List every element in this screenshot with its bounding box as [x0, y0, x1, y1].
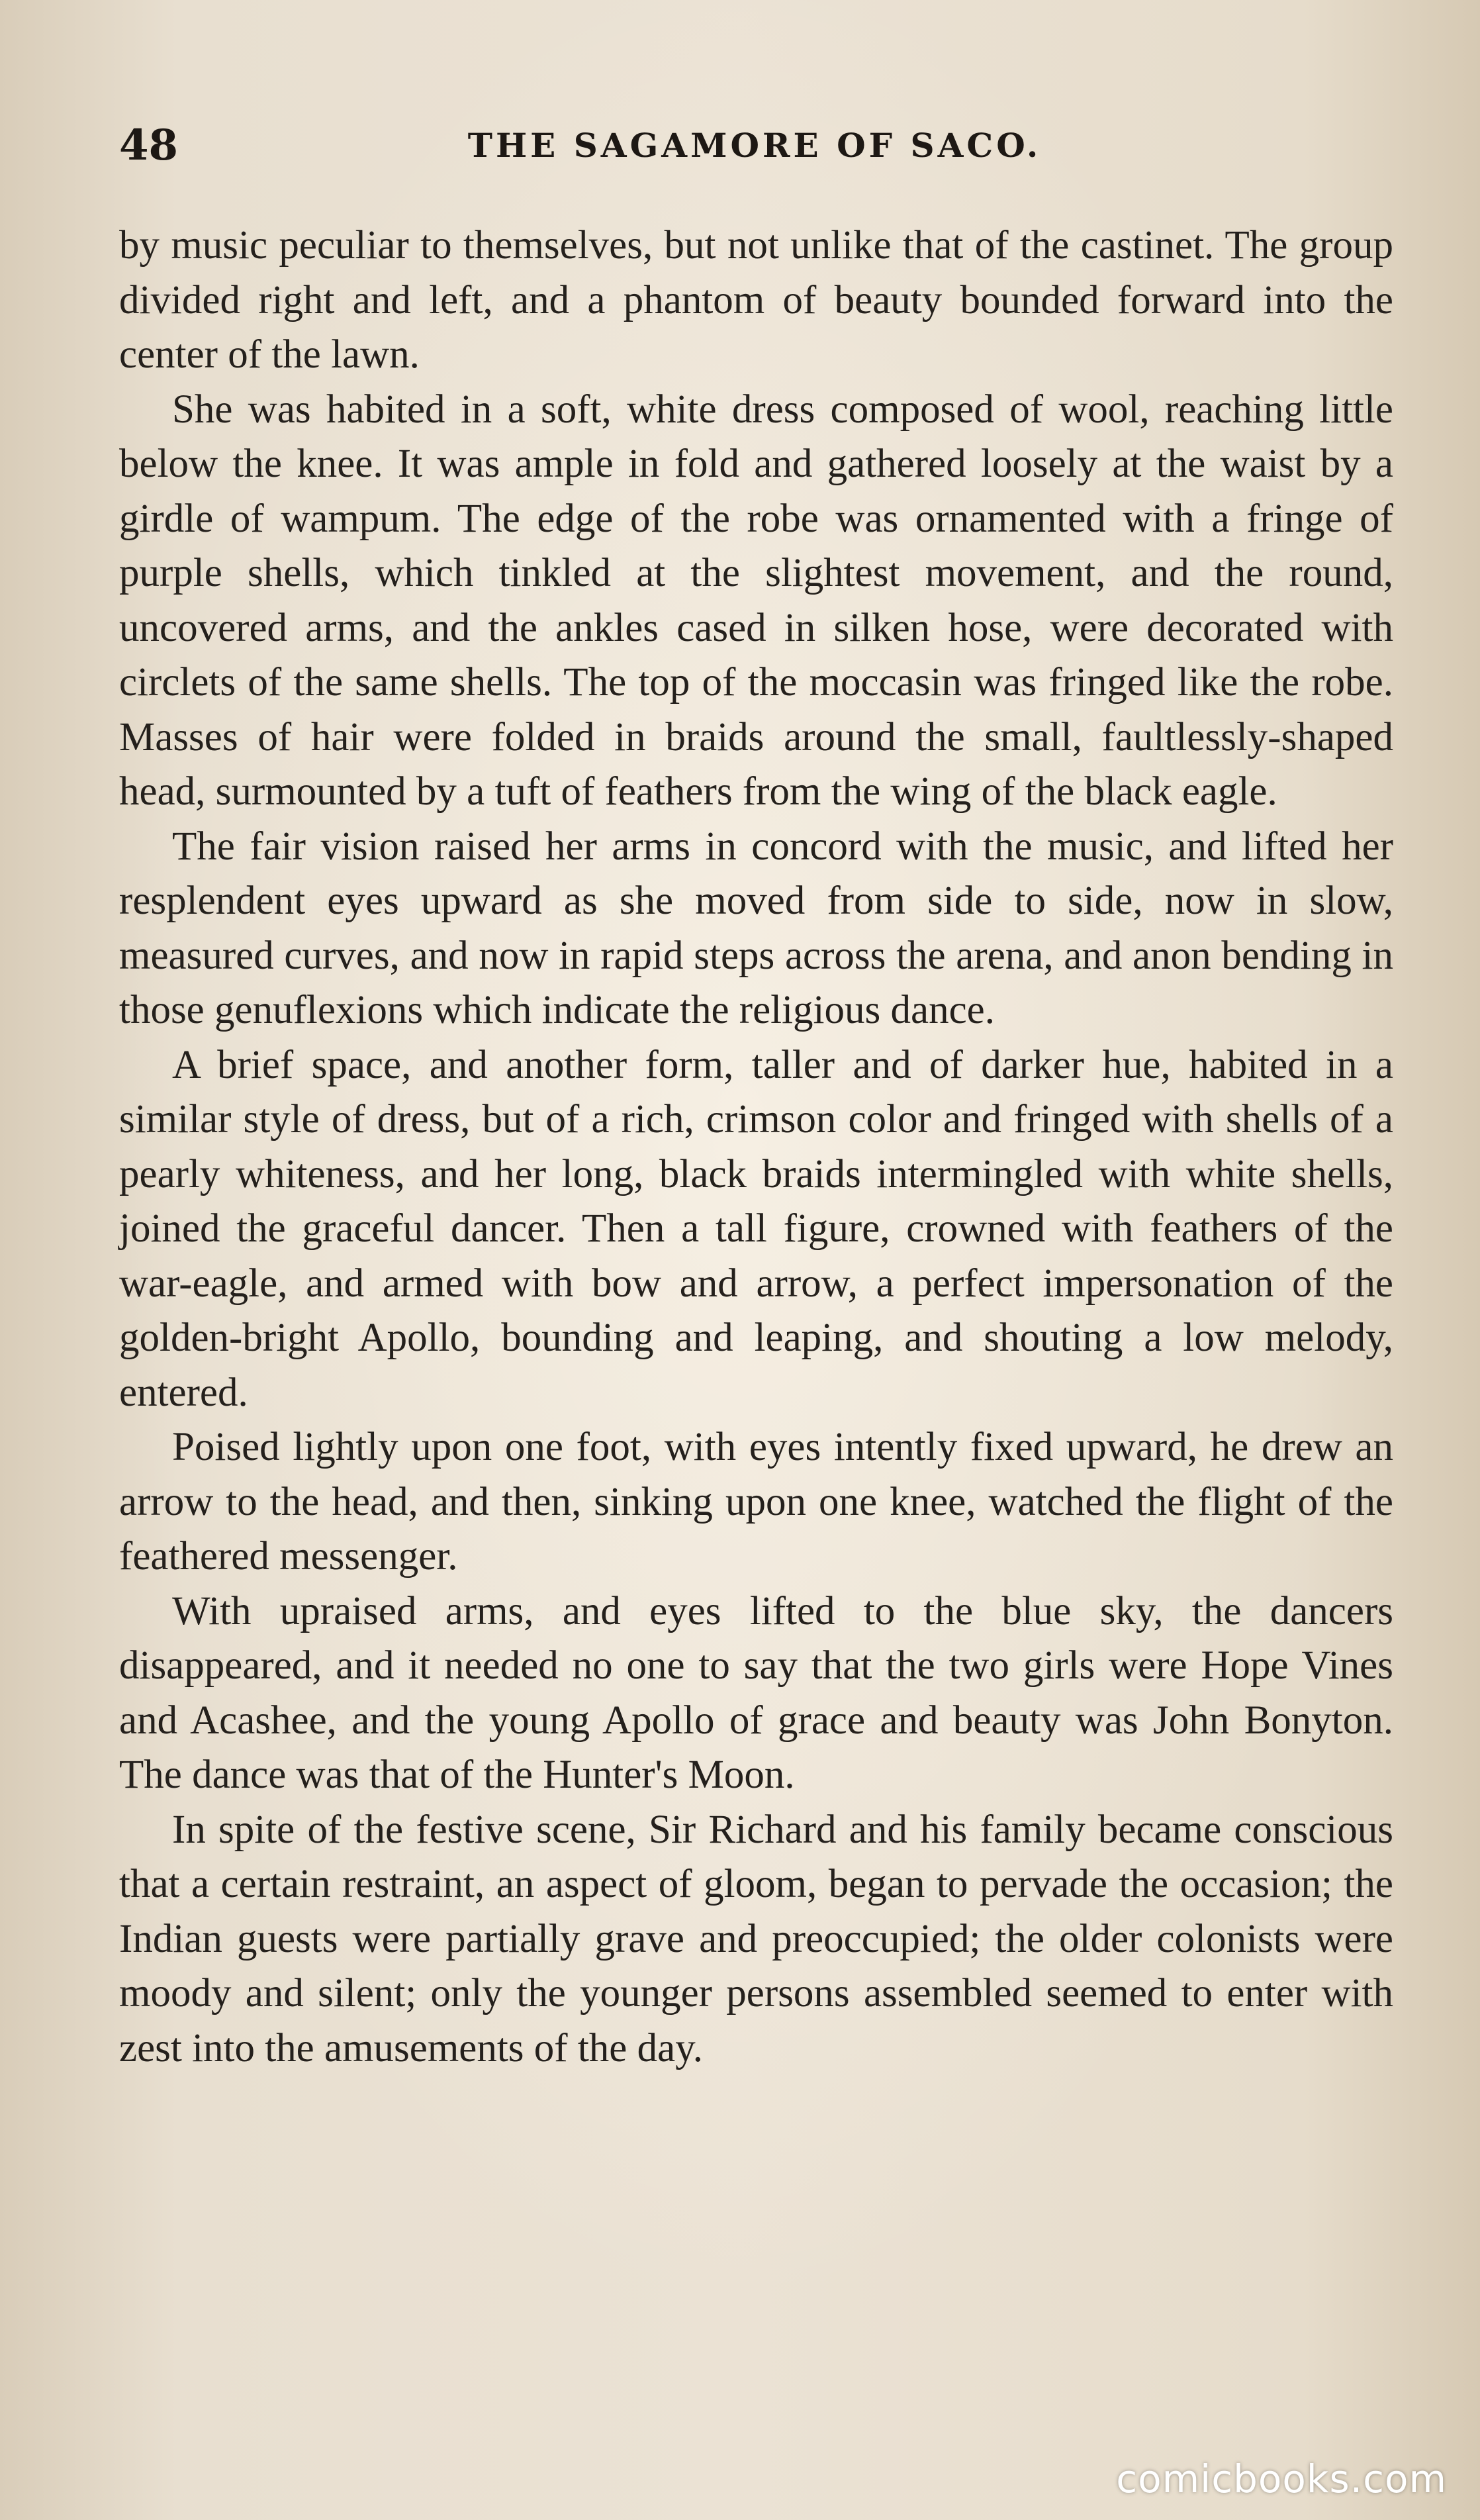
paragraph-continued: by music peculiar to themselves, but not unlike that of the castinet. The group divided right and left, and a phantom of beauty bounded forward into the center of the lawn. — [119, 223, 1393, 377]
watermark: comicbooks.com — [1116, 2456, 1447, 2501]
paragraph-brief-space: A brief space, and another form, taller and of darker hue, habited in a similar style of dress, but of a rich, crimson color and fringed with shells of a pearly whiteness, and her long, black braids intermingled with white shells, joined the graceful dancer. Then a tall figure, crowned with feathers of the war-eagle, and armed with bow and arrow, a perfect impersonation of the golden-bright Apollo, bounding and leaping, and shouting a low melody, entered. — [119, 1042, 1393, 1415]
paragraph-festive-scene: In spite of the festive scene, Sir Richard and his family became conscious that a certain restraint, an aspect of gloom, began to pervade the occasion; the Indian guests were partially grave and preoccupied; the older colonists were moody and silent; only the younger persons assembled seemed to enter with zest into the amusements of the day. — [119, 1807, 1393, 2070]
paragraph-white-dress: She was habited in a soft, white dress composed of wool, reaching little below the knee. It was ample in fold and gathered loosely at the waist by a girdle of wampum. The edge of the robe was ornamented with a fringe of purple shells, which tinkled at the slightest movement, and the round, uncovered arms, and the ankles cased in silken hose, were decorated with circlets of the same shells. The top of the moccasin was fringed like the robe. Masses of hair were folded in braids around the small, faultlessly-shaped head, surmounted by a tuft of feathers from the wing of the black eagle. — [119, 387, 1393, 814]
paragraph-poised: Poised lightly upon one foot, with eyes intently fixed upward, he drew an arrow to the head, and then, sinking upon one knee, watched the flight of the feathered messenger. — [119, 1425, 1393, 1578]
paragraph-fair-vision: The fair vision raised her arms in concord with the music, and lifted her resplendent eyes upward as she moved from side to side, now in slow, measured curves, and now in rapid steps across the arena, and anon bending in those genuflexions which indicate the religious dance. — [119, 824, 1393, 1032]
page-number: 48 — [119, 121, 179, 170]
book-title: THE SAGAMORE OF SACO. — [467, 126, 1042, 165]
body-text — [119, 218, 1393, 2076]
running-head — [119, 119, 1390, 172]
paragraph-upraised-arms: With upraised arms, and eyes lifted to the blue sky, the dancers disappeared, and it needed no one to say that the two girls were Hope Vines and Acashee, and the young Apollo of grace and beauty was John Bonyton. The dance was that of the Hunter's Moon. — [119, 1588, 1393, 1797]
